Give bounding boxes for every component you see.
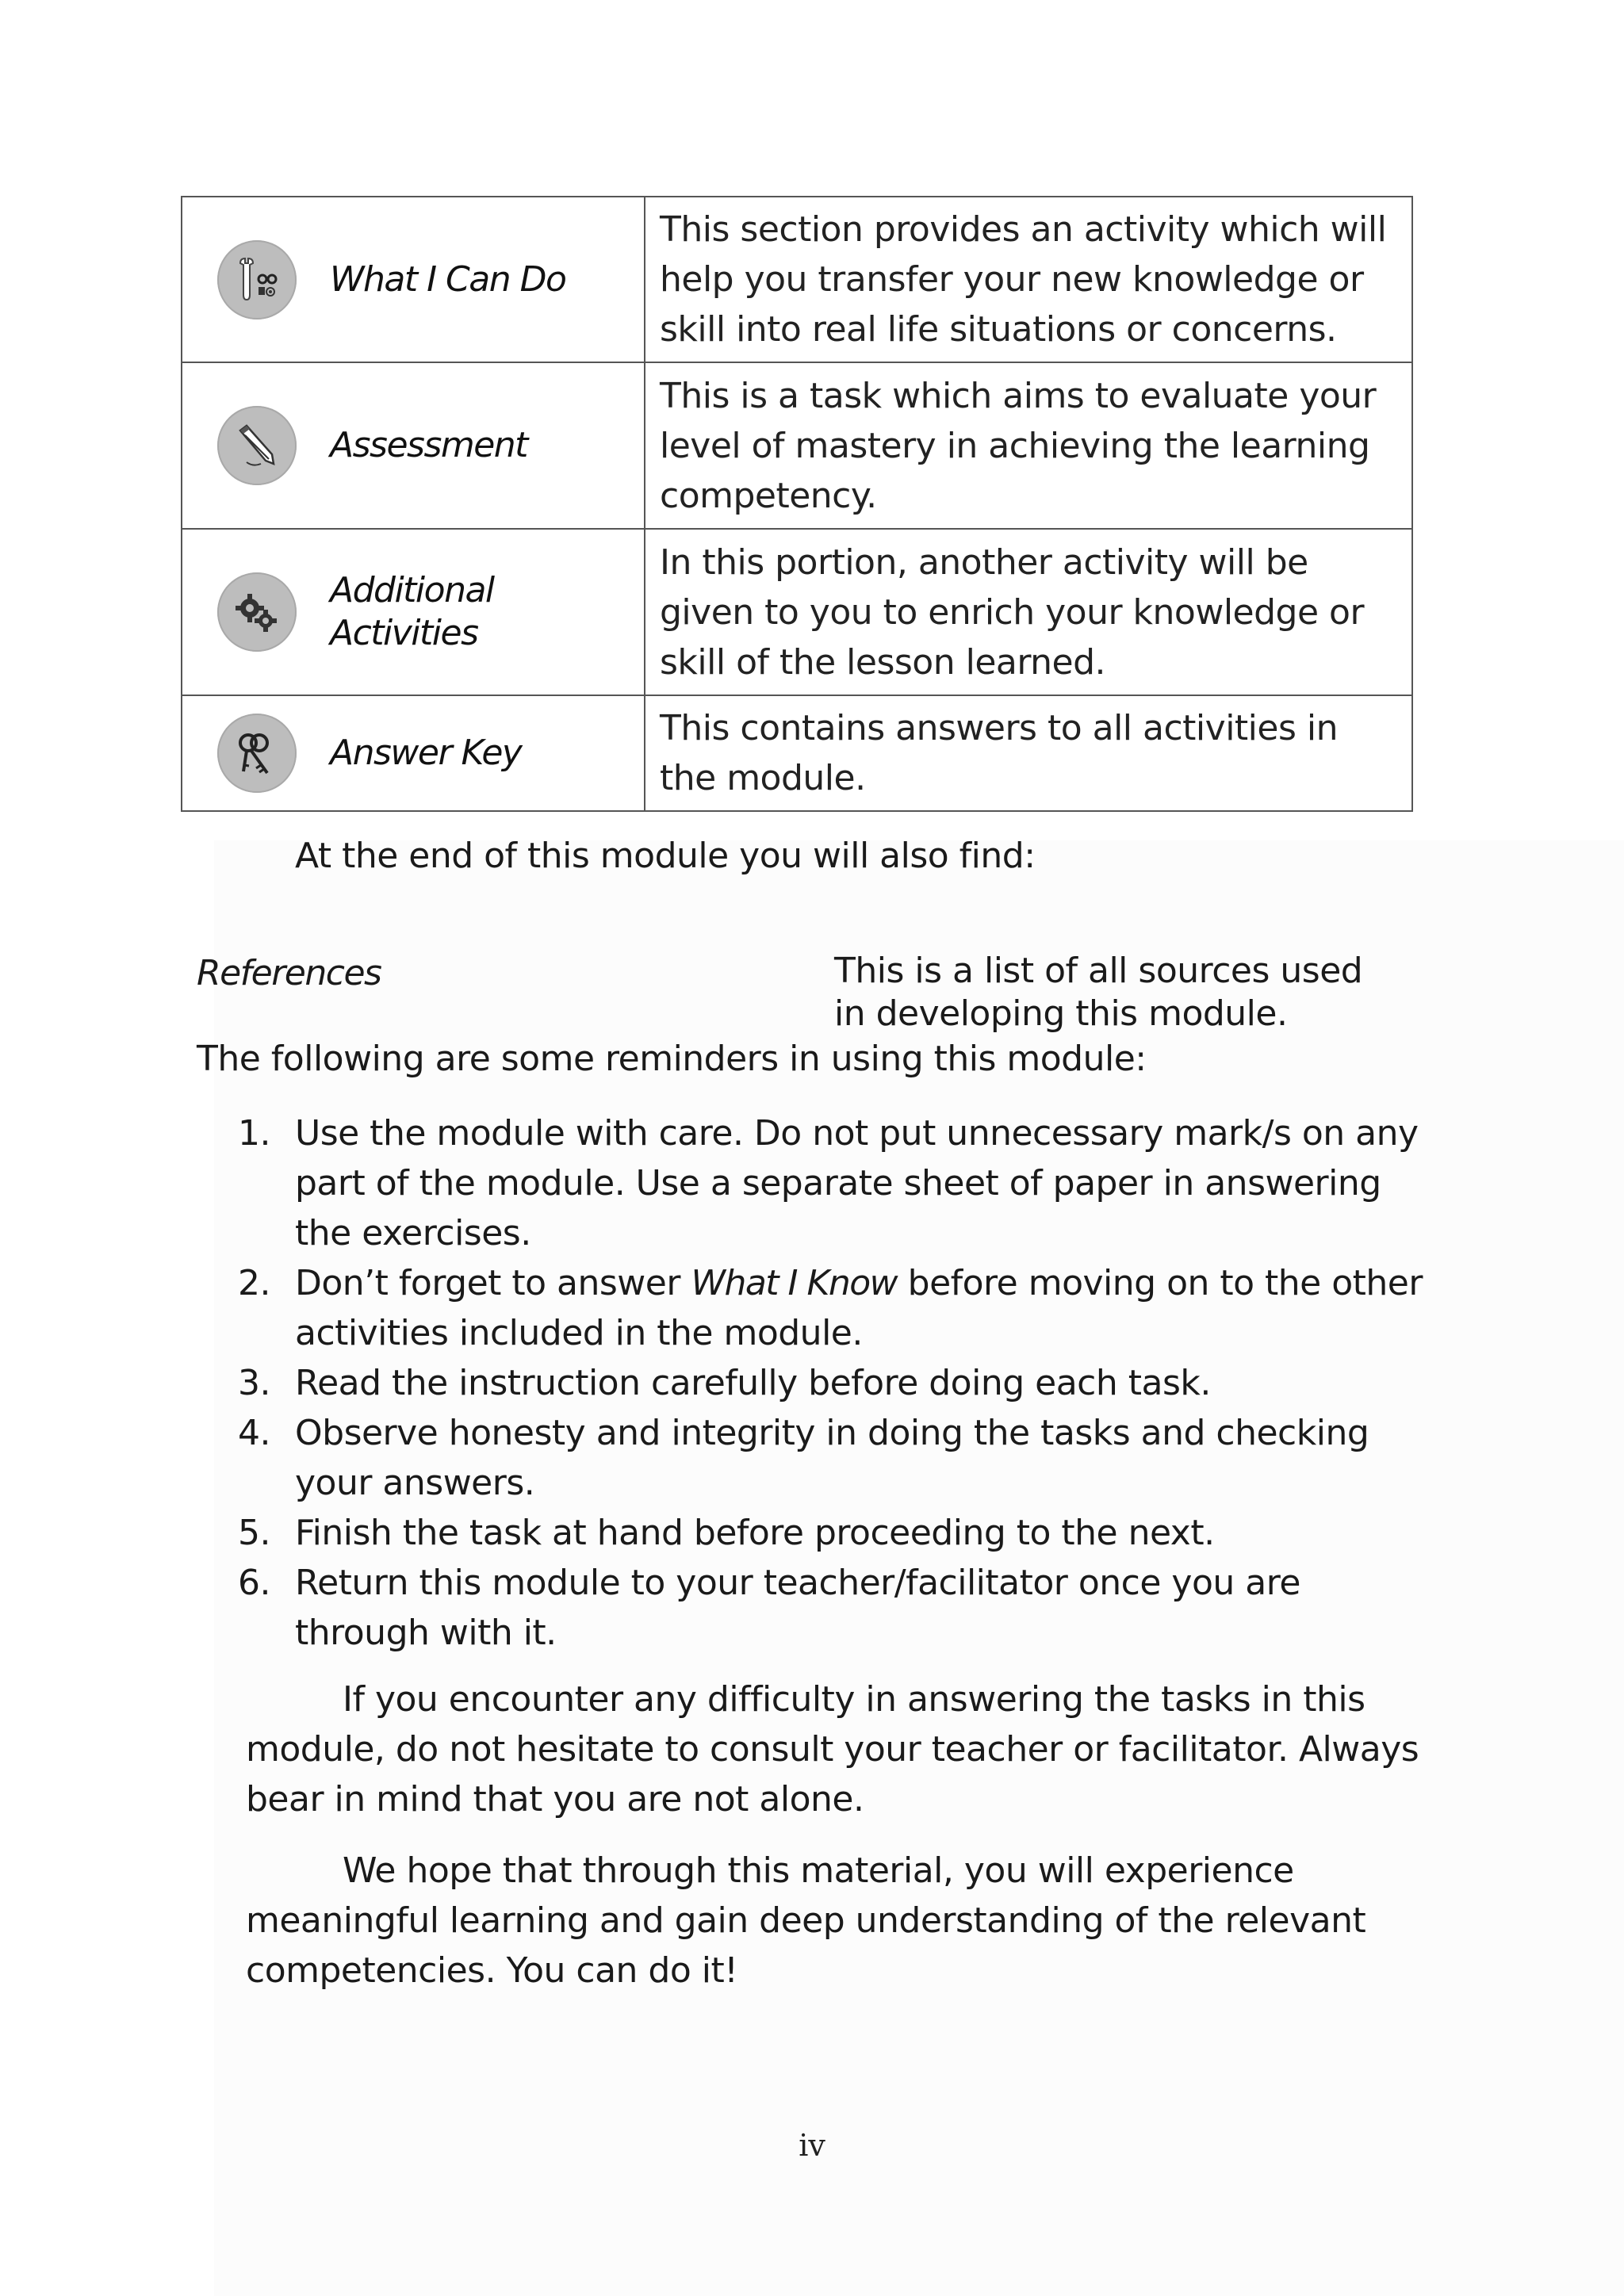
end-of-module-intro: At the end of this module you will also find: <box>295 836 1036 876</box>
difficulty-paragraph: If you encounter any difficulty in answering the tasks in this module, do not hesitate to consult your teacher or facilitator. Always bear in mind that you are not alone. <box>246 1679 1419 1820</box>
section-description: This contains answers to all activities in the module. <box>660 708 1338 798</box>
keys-icon <box>217 714 297 793</box>
reminders-list <box>238 1108 1427 1658</box>
list-item-text <box>295 1258 1427 1358</box>
section-name-answer-key: Answer Key <box>330 733 522 773</box>
table-row <box>182 529 1412 695</box>
section-description: This section provides an activity which will help you transfer your new knowledge or skill into real life situations or concerns. <box>660 209 1387 350</box>
section-label-cell <box>182 529 645 695</box>
list-item <box>238 1558 1427 1658</box>
section-label-cell <box>182 695 645 811</box>
closing-paragraph: We hope that through this material, you will experience meaningful learning and gain deep understanding of the relevant competencies. You can do it! <box>246 1850 1366 1991</box>
tools-icon <box>217 240 297 320</box>
references-description: This is a list of all sources used in developing this module. <box>834 951 1363 1034</box>
what-i-know-emphasis: What I Know <box>691 1263 898 1303</box>
section-description: In this portion, another activity will be given to you to enrich your knowledge or skill of the lesson learned. <box>660 541 1365 683</box>
section-name-assessment: Assessment <box>330 425 527 465</box>
module-sections-table <box>181 196 1413 812</box>
section-description-cell <box>645 529 1412 695</box>
list-item-text: Read the instruction carefully before doing each task. <box>295 1363 1211 1403</box>
list-item-text: Observe honesty and integrity in doing the tasks and checking your answers. <box>295 1413 1369 1503</box>
list-item <box>238 1358 1427 1408</box>
list-item-text-part: Don’t forget to answer <box>295 1263 691 1303</box>
section-description-cell <box>645 695 1412 811</box>
list-item-text: Finish the task at hand before proceeding to the next. <box>295 1513 1215 1553</box>
list-item-text: Return this module to your teacher/facilitator once you are through with it. <box>295 1563 1300 1653</box>
list-item-text: Use the module with care. Do not put unnecessary mark/s on any part of the module. Use a separate sheet of paper in answering the exercises. <box>295 1113 1419 1253</box>
list-item-number: 6. <box>238 1563 270 1603</box>
reminders-intro: The following are some reminders in using this module: <box>197 1039 1147 1079</box>
references-label: References <box>197 953 381 993</box>
section-label-cell <box>182 197 645 362</box>
table-row <box>182 695 1412 811</box>
list-item-number: 5. <box>238 1513 270 1553</box>
page-number: iv <box>799 2128 825 2163</box>
pencil-icon <box>217 406 297 485</box>
section-description-cell <box>645 362 1412 529</box>
list-item <box>238 1258 1427 1358</box>
section-name-what-i-can-do: What I Can Do <box>330 258 566 300</box>
list-item <box>238 1108 1427 1258</box>
list-item <box>238 1508 1427 1558</box>
section-name-line: Activities <box>330 613 478 653</box>
table-row <box>182 362 1412 529</box>
table-row <box>182 197 1412 362</box>
list-item-number: 4. <box>238 1413 270 1453</box>
list-item-number: 3. <box>238 1363 270 1403</box>
list-item-number: 1. <box>238 1113 270 1154</box>
list-item-number: 2. <box>238 1263 270 1303</box>
section-name-line: Additional <box>330 570 494 610</box>
gears-icon <box>217 572 297 652</box>
section-description-cell <box>645 197 1412 362</box>
section-name-additional-activities <box>330 569 494 655</box>
section-label-cell <box>182 362 645 529</box>
list-item <box>238 1408 1427 1508</box>
section-description: This is a task which aims to evaluate your level of mastery in achieving the learning competency. <box>660 375 1377 516</box>
list-item-text-part: before moving on to the other activities included in the module. <box>295 1263 1423 1353</box>
